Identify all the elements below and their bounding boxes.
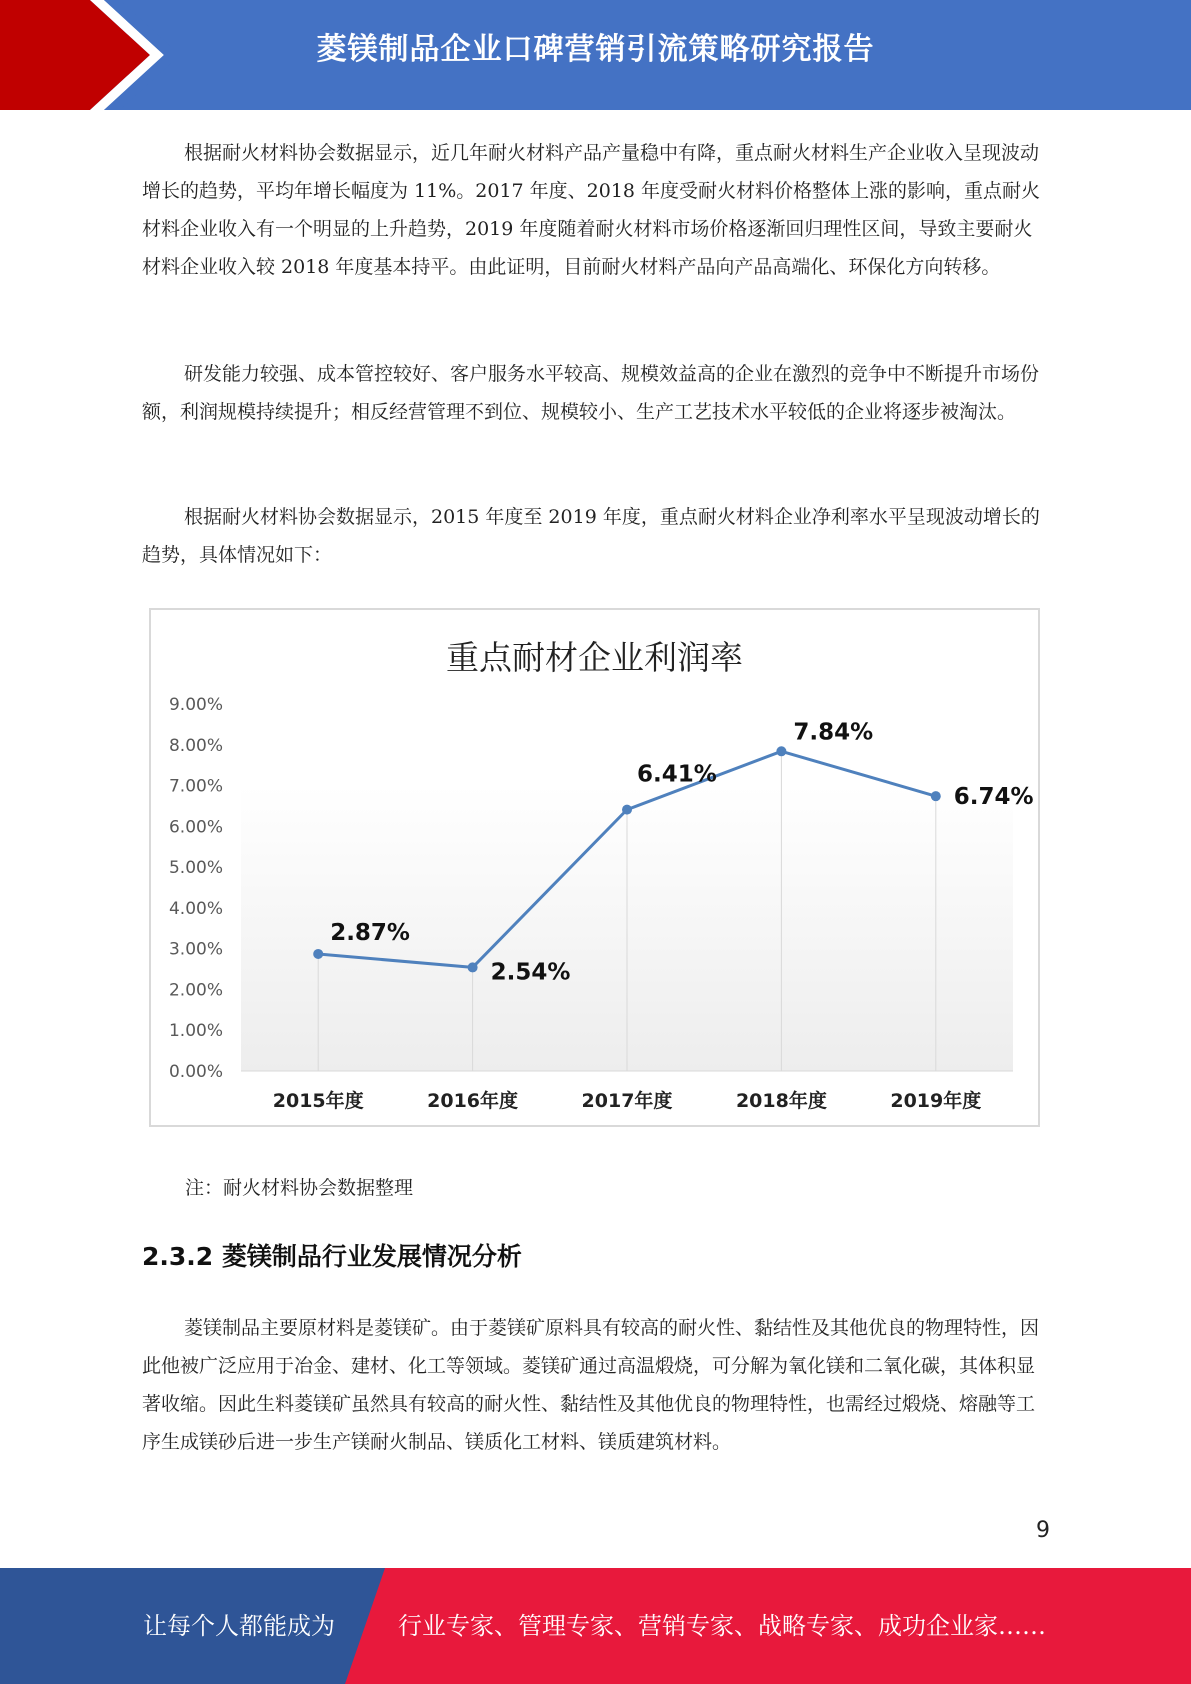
chart-title: 重点耐材企业利润率 (446, 638, 743, 677)
chart-source-note: 注：耐火材料协会数据整理 (185, 1177, 414, 1199)
footer-slogan-right: 行业专家、管理专家、营销专家、战略专家、成功企业家…… (398, 1612, 1046, 1640)
y-tick-label: 2.00% (168, 980, 223, 1001)
page-footer (0, 1568, 1191, 1684)
data-label: 7.84% (793, 719, 874, 746)
body-paragraph-2: 研发能力较强、成本管控较好、客户服务水平较高、规模效益高的企业在激烈的竞争中不断提升市场份额，利润规模持续提升；相反经营管理不到位、规模较小、生产工艺技术水平较低的企业将逐步被淘汰。 (142, 363, 1040, 423)
x-tick-label: 2018年度 (735, 1090, 827, 1112)
footer-slogan-left: 让每个人都能成为 (143, 1612, 335, 1640)
document-title: 菱镁制品企业口碑营销引流策略研究报告 (316, 32, 875, 67)
data-label: 6.41% (637, 761, 717, 788)
body-paragraph-3: 根据耐火材料协会数据显示，2015 年度至 2019 年度，重点耐火材料企业净利率水平呈现波动增长的趋势，具体情况如下： (142, 506, 1040, 566)
y-tick-label: 7.00% (168, 776, 223, 797)
page-header (0, 0, 1191, 110)
body-paragraph-1: 根据耐火材料协会数据显示，近几年耐火材料产品产量稳中有降，重点耐火材料生产企业收入呈现波动增长的趋势，平均年增长幅度为 11%。2017 年度、2018 年度受耐火材料价格整体上涨的影响，重点耐火材料企业收入有一个明显的上升趋势，2019 年度随着耐火材料市场价格逐渐回归理性区间，导致主要耐火材料企业收入较 2018 年度基本持平。由此证明，目前耐火材料产品向产品高端化、环保化方向转移。 (142, 142, 1041, 278)
x-tick-label: 2016年度 (427, 1090, 519, 1112)
y-tick-label: 3.00% (168, 939, 223, 960)
data-point (776, 746, 786, 756)
y-tick-label: 4.00% (168, 898, 223, 919)
section-heading: 2.3.2 菱镁制品行业发展情况分析 (142, 1242, 522, 1271)
y-tick-label: 5.00% (168, 858, 223, 879)
section-paragraph: 菱镁制品主要原材料是菱镁矿。由于菱镁矿原料具有较高的耐火性、黏结性及其他优良的物理特性，因此他被广泛应用于冶金、建材、化工等领域。菱镁矿通过高温煅烧，可分解为氧化镁和二氧化碳，其体积显著收缩。因此生料菱镁矿虽然具有较高的耐火性、黏结性及其他优良的物理特性，也需经过煅烧、熔融等工序生成镁砂后进一步生产镁耐火制品、镁质化工材料、镁质建筑材料。 (142, 1317, 1040, 1453)
data-point (468, 962, 478, 972)
y-tick-label: 8.00% (168, 735, 223, 756)
y-tick-label: 1.00% (168, 1021, 223, 1042)
data-point (931, 791, 941, 801)
y-tick-label: 6.00% (168, 817, 223, 838)
data-label: 2.54% (490, 959, 571, 986)
profit-rate-chart (149, 608, 1040, 1127)
x-tick-label: 2015年度 (272, 1090, 364, 1112)
data-label: 6.74% (953, 784, 1034, 811)
y-tick-label: 9.00% (168, 695, 223, 715)
chart-plot (151, 610, 1038, 1125)
x-tick-label: 2019年度 (890, 1090, 982, 1112)
x-tick-label: 2017年度 (581, 1090, 673, 1112)
data-label: 2.87% (330, 919, 410, 946)
data-point (313, 949, 323, 959)
y-tick-label: 0.00% (168, 1062, 223, 1082)
data-point (622, 805, 632, 815)
page-number: 9 (1036, 1518, 1050, 1543)
